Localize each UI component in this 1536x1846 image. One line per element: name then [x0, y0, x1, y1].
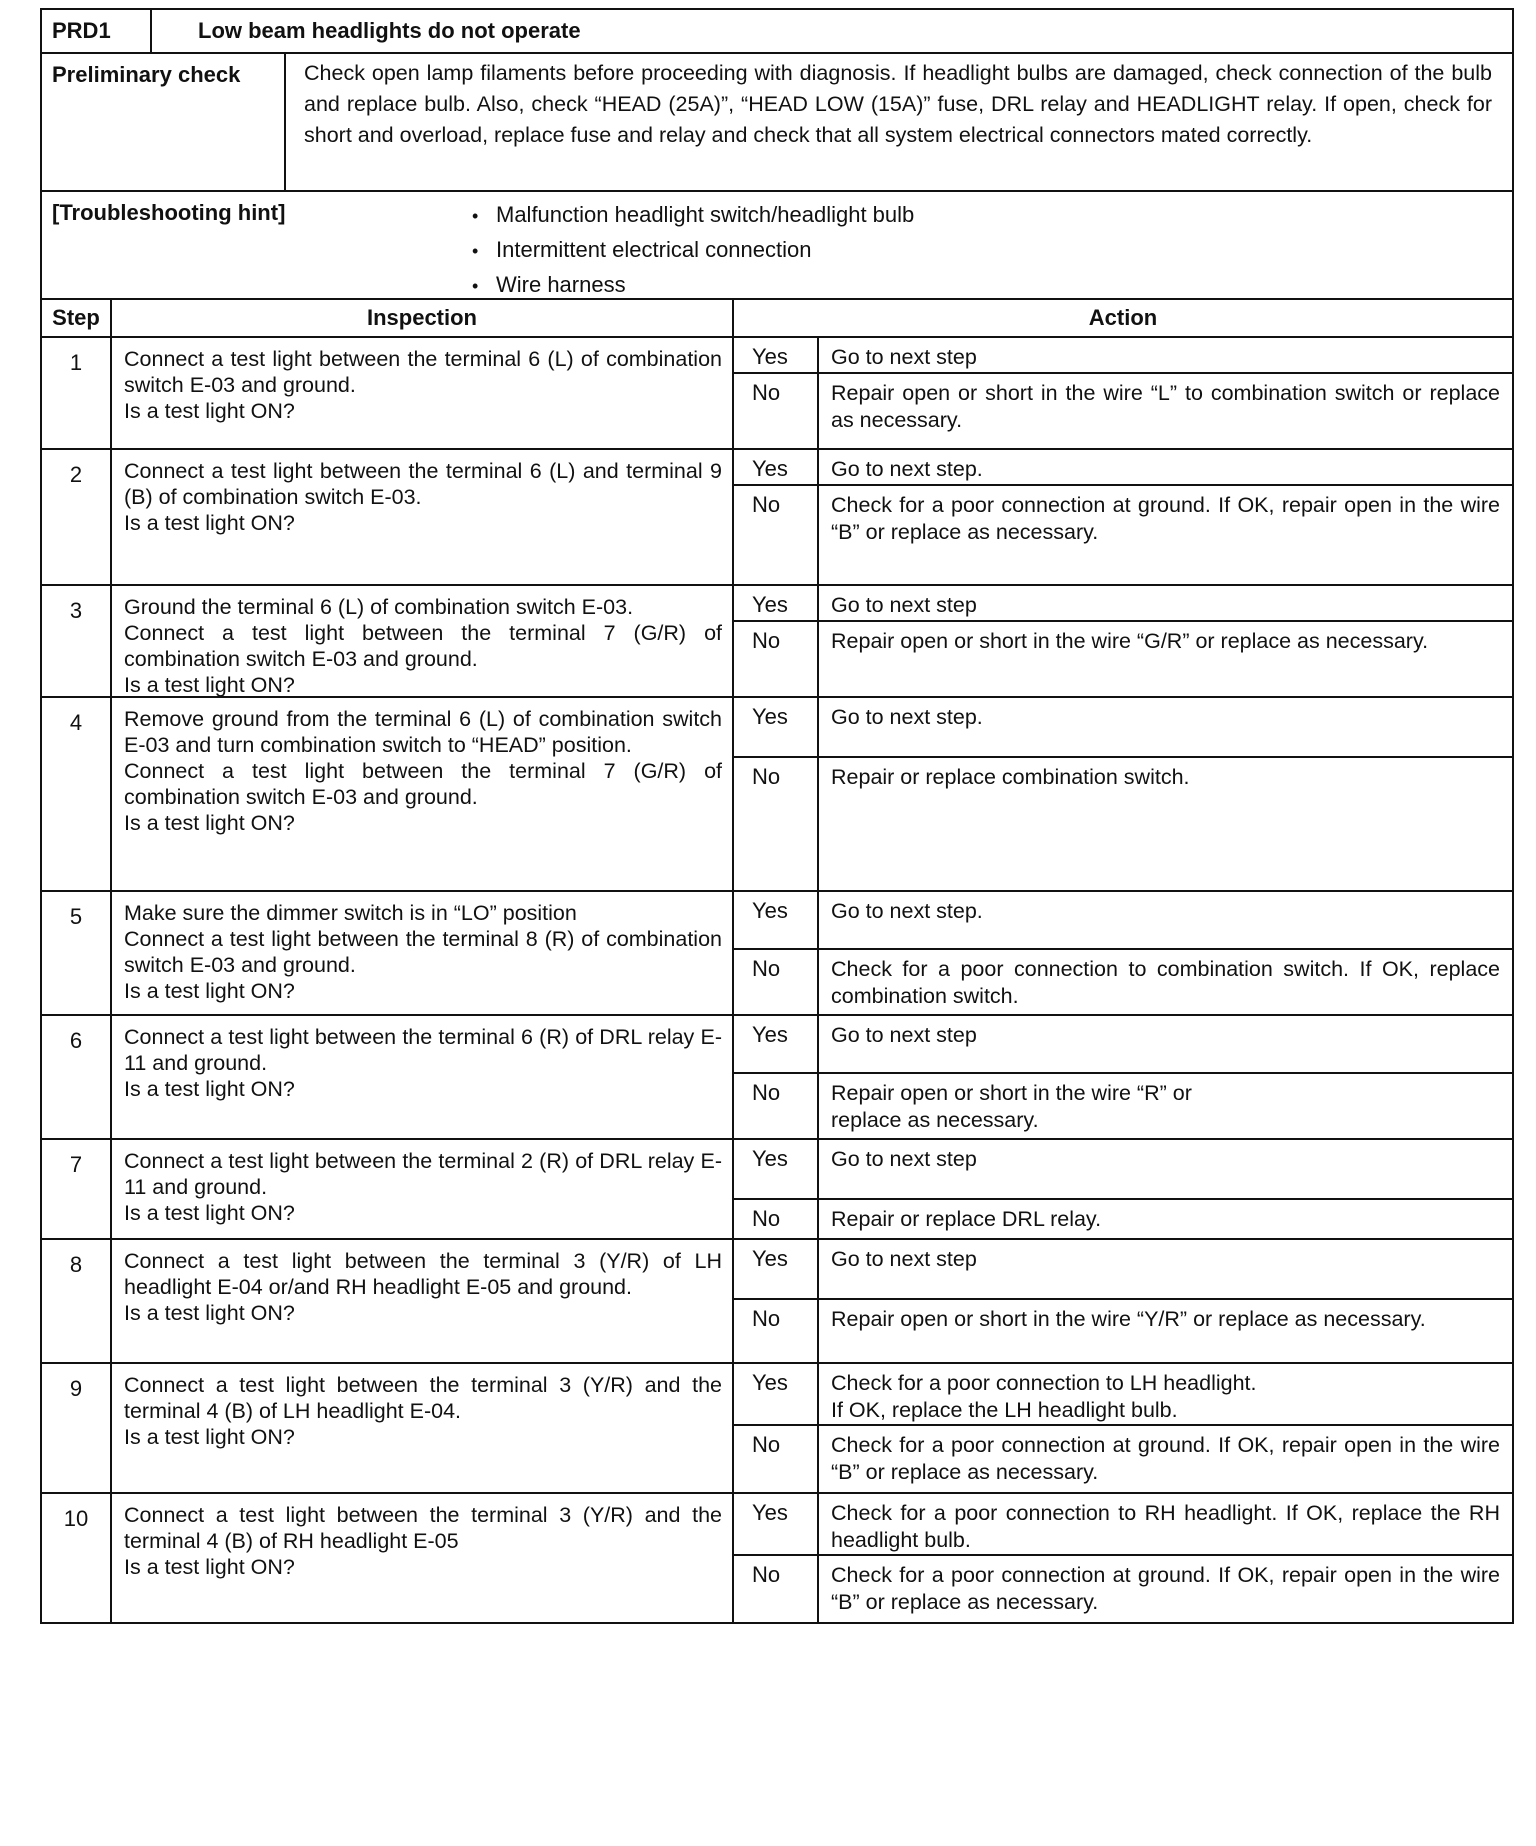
yes-action: Go to next step: [831, 1147, 977, 1171]
yes-action: Check for a poor connection to LH headlight. If OK, replace the LH headlight bulb.: [831, 1371, 1257, 1422]
no-branch: [734, 1198, 1512, 1238]
yes-label: Yes: [734, 1140, 819, 1198]
inspection-text: Make sure the dimmer switch is in “LO” position Connect a test light between the terminal 8 (R) of combination switch E-03 and ground. Is a test light ON?: [112, 892, 734, 1014]
table-row: [42, 698, 1512, 892]
yes-action: Go to next step: [831, 345, 977, 369]
table-row: [42, 1364, 1512, 1494]
yes-branch: [734, 338, 1512, 372]
step-number: 5: [42, 892, 112, 1014]
table-row: [42, 338, 1512, 450]
table-header: [42, 300, 1512, 338]
no-action: Repair open or short in the wire “G/R” or replace as necessary.: [831, 629, 1429, 653]
inspection-text: Connect a test light between the terminal 3 (Y/R) of LH headlight E-04 or/and RH headlight E-05 and ground. Is a test light ON?: [112, 1240, 734, 1362]
no-action: Repair or replace combination switch.: [831, 765, 1190, 789]
action-cell: [734, 892, 1512, 1014]
preliminary-row: [42, 54, 1512, 192]
no-label: No: [734, 950, 819, 1014]
procedure-code: PRD1: [42, 10, 152, 52]
no-branch: [734, 948, 1512, 1014]
yes-branch: [734, 450, 1512, 484]
inspection-text: Connect a test light between the terminal 6 (L) and terminal 9 (B) of combination switch E-03. Is a test light ON?: [112, 450, 734, 584]
table-row: [42, 1494, 1512, 1624]
header-action: Action: [1088, 305, 1158, 330]
no-action: Repair or replace DRL relay.: [831, 1207, 1102, 1231]
header-step: Step: [42, 300, 112, 336]
table-row: [42, 450, 1512, 586]
table-body: [42, 338, 1512, 1624]
yes-branch: [734, 586, 1512, 620]
yes-action: Go to next step: [831, 1247, 977, 1271]
no-branch: [734, 372, 1512, 448]
action-cell: [734, 338, 1512, 448]
yes-label: Yes: [734, 450, 819, 484]
no-action: Repair open or short in the wire “L” to combination switch or replace as necessary.: [831, 381, 1500, 432]
preliminary-text: Check open lamp filaments before proceeding with diagnosis. If headlight bulbs are damaged, check connection of the bulb and replace bulb. Also, check “HEAD (25A)”, “HEAD LOW (15A)” fuse, DRL relay and HEADLIGHT relay. If open, check for short and overload, replace fuse and relay and check that all system electrical connectors mated correctly.: [304, 61, 1492, 147]
hint-item: • Intermittent electrical connection: [472, 233, 914, 268]
yes-action: Go to next step: [831, 593, 977, 617]
yes-branch: [734, 892, 1512, 948]
no-action: Repair open or short in the wire “Y/R” or replace as necessary.: [831, 1307, 1426, 1331]
step-number: 9: [42, 1364, 112, 1492]
no-label: No: [734, 486, 819, 584]
table-row: [42, 586, 1512, 698]
step-number: 3: [42, 586, 112, 696]
no-branch: [734, 1072, 1512, 1138]
action-cell: [734, 698, 1512, 890]
no-label: No: [734, 1300, 819, 1362]
yes-branch: [734, 1240, 1512, 1298]
header-inspection: Inspection: [112, 300, 734, 336]
no-branch: [734, 756, 1512, 890]
no-label: No: [734, 374, 819, 448]
header-row: [42, 10, 1512, 54]
yes-action: Go to next step: [831, 1023, 977, 1047]
inspection-text: Remove ground from the terminal 6 (L) of combination switch E-03 and turn combination switch to “HEAD” position. Connect a test light between the terminal 7 (G/R) of combination switch E-03 and ground. Is a test light ON?: [112, 698, 734, 890]
no-action: Repair open or short in the wire “R” or replace as necessary.: [831, 1081, 1192, 1132]
table-row: [42, 1140, 1512, 1240]
no-label: No: [734, 758, 819, 890]
inspection-text: Ground the terminal 6 (L) of combination switch E-03. Connect a test light between the terminal 7 (G/R) of combination switch E-03 and ground. Is a test light ON?: [112, 586, 734, 696]
procedure-title: Low beam headlights do not operate: [198, 18, 581, 43]
no-action: Check for a poor connection at ground. If OK, repair open in the wire “B” or replace as necessary.: [831, 1433, 1500, 1484]
step-number: 8: [42, 1240, 112, 1362]
yes-branch: [734, 1140, 1512, 1198]
step-number: 10: [42, 1494, 112, 1622]
no-branch: [734, 620, 1512, 696]
no-action: Check for a poor connection to combination switch. If OK, replace combination switch.: [831, 957, 1500, 1008]
yes-label: Yes: [734, 1494, 819, 1554]
action-cell: [734, 1140, 1512, 1238]
yes-label: Yes: [734, 1364, 819, 1424]
inspection-text: Connect a test light between the terminal 3 (Y/R) and the terminal 4 (B) of LH headlight E-04. Is a test light ON?: [112, 1364, 734, 1492]
preliminary-label: Preliminary check: [42, 54, 286, 190]
step-number: 2: [42, 450, 112, 584]
no-action: Check for a poor connection at ground. If OK, repair open in the wire “B” or replace as necessary.: [831, 493, 1500, 544]
table-row: [42, 1016, 1512, 1140]
yes-branch: [734, 1364, 1512, 1424]
no-branch: [734, 1554, 1512, 1622]
inspection-text: Connect a test light between the terminal 6 (L) of combination switch E-03 and ground. Is a test light ON?: [112, 338, 734, 448]
yes-label: Yes: [734, 586, 819, 620]
no-branch: [734, 484, 1512, 584]
yes-branch: [734, 698, 1512, 756]
step-number: 4: [42, 698, 112, 890]
step-number: 6: [42, 1016, 112, 1138]
hint-item: • Wire harness: [472, 268, 914, 303]
yes-branch: [734, 1016, 1512, 1072]
no-branch: [734, 1424, 1512, 1492]
diagnostic-table: [40, 8, 1514, 1624]
hint-list: [472, 198, 914, 303]
action-cell: [734, 586, 1512, 696]
hint-row: [42, 192, 1512, 300]
no-action: Check for a poor connection at ground. If OK, repair open in the wire “B” or replace as necessary.: [831, 1563, 1500, 1614]
inspection-text: Connect a test light between the terminal 6 (R) of DRL relay E-11 and ground. Is a test light ON?: [112, 1016, 734, 1138]
table-row: [42, 1240, 1512, 1364]
yes-action: Go to next step.: [831, 899, 983, 923]
step-number: 7: [42, 1140, 112, 1238]
yes-action: Go to next step.: [831, 457, 983, 481]
action-cell: [734, 1364, 1512, 1492]
hint-item: • Malfunction headlight switch/headlight bulb: [472, 198, 914, 233]
step-number: 1: [42, 338, 112, 448]
yes-action: Check for a poor connection to RH headlight. If OK, replace the RH headlight bulb.: [831, 1501, 1500, 1552]
action-cell: [734, 1494, 1512, 1622]
no-label: No: [734, 1074, 819, 1138]
yes-action: Go to next step.: [831, 705, 983, 729]
inspection-text: Connect a test light between the terminal 2 (R) of DRL relay E-11 and ground. Is a test light ON?: [112, 1140, 734, 1238]
yes-label: Yes: [734, 698, 819, 756]
action-cell: [734, 1240, 1512, 1362]
action-cell: [734, 1016, 1512, 1138]
inspection-text: Connect a test light between the terminal 3 (Y/R) and the terminal 4 (B) of RH headlight E-05 Is a test light ON?: [112, 1494, 734, 1622]
no-branch: [734, 1298, 1512, 1362]
no-label: No: [734, 1426, 819, 1492]
yes-label: Yes: [734, 1240, 819, 1298]
yes-branch: [734, 1494, 1512, 1554]
hint-label: [Troubleshooting hint]: [52, 200, 286, 225]
no-label: No: [734, 1556, 819, 1622]
table-row: [42, 892, 1512, 1016]
yes-label: Yes: [734, 338, 819, 372]
action-cell: [734, 450, 1512, 584]
yes-label: Yes: [734, 892, 819, 948]
no-label: No: [734, 1200, 819, 1238]
yes-label: Yes: [734, 1016, 819, 1072]
no-label: No: [734, 622, 819, 696]
